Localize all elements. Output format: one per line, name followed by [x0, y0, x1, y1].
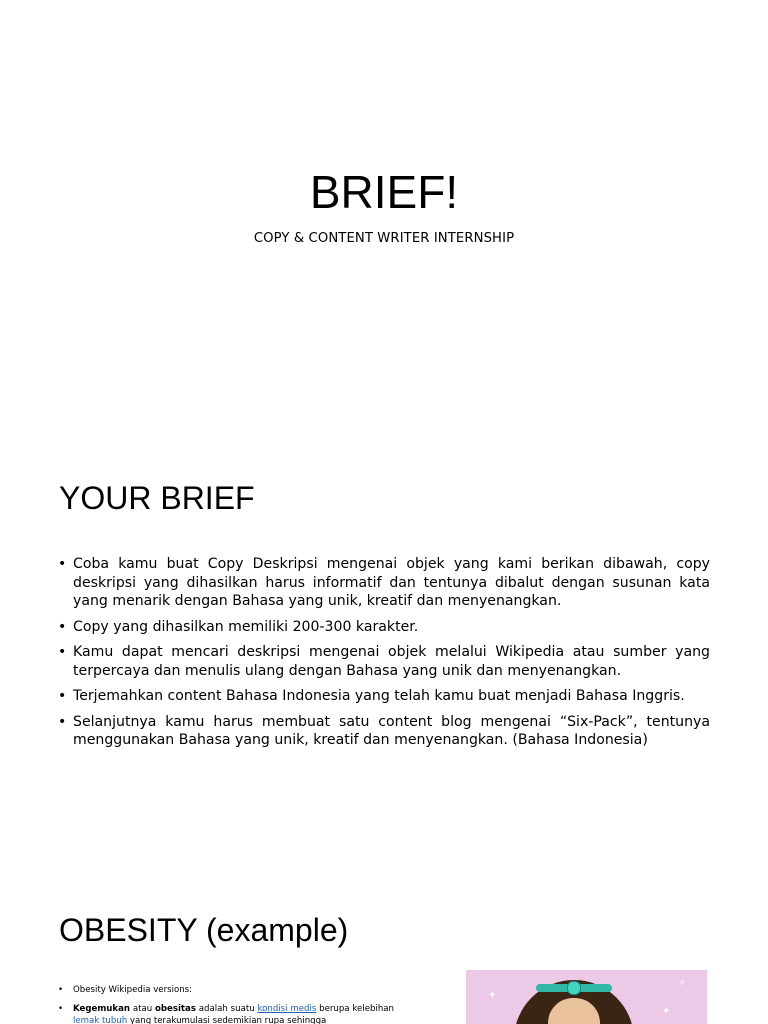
list-item: [58, 643, 710, 680]
your-brief-heading: YOUR BRIEF: [59, 480, 255, 516]
cartoon-illustration: [466, 970, 707, 1024]
list-item: [58, 687, 710, 706]
bullet-icon: •: [58, 618, 67, 635]
bullet-icon: •: [58, 713, 67, 730]
list-item: [58, 618, 710, 637]
list-item: [58, 1003, 394, 1024]
list-item: [58, 984, 394, 996]
bullet-icon: •: [58, 985, 64, 995]
list-item-text: Kamu dapat mencari deskripsi mengenai objek melalui Wikipedia atau sumber yang terpercaya dan menulis ulang dengan Bahasa yang unik dan menyenangkan.: [73, 644, 710, 679]
text-fragment: berupa kelebihan: [316, 1004, 395, 1014]
obesity-bullet-list: [58, 984, 394, 1024]
list-item-text: Obesity Wikipedia versions:: [73, 985, 193, 995]
bullet-icon: •: [58, 1004, 64, 1014]
text-fragment: adalah suatu: [195, 1004, 258, 1014]
link-kondisi-medis[interactable]: kondisi medis: [257, 1004, 317, 1014]
bullet-icon: •: [58, 688, 67, 704]
term-obesitas: obesitas: [154, 1004, 196, 1014]
obesity-heading: OBESITY (example): [59, 912, 349, 948]
slide-title: [0, 0, 768, 440]
list-item-text: Coba kamu buat Copy Deskripsi mengenai objek yang kami berikan dibawah, copy deskripsi yang dihasilkan harus informatif dan tentunya dibalut dengan susunan kata yang menarik dengan Bahasa yang unik, kreatif dan menyenangkan.: [73, 556, 710, 609]
list-item-text: Selanjutnya kamu harus membuat satu content blog mengenai “Six-Pack”, tentunya menggunakan Bahasa yang unik, kreatif dan menyenangkan. (Bahasa Indonesia): [73, 713, 710, 748]
slide-title-heading: BRIEF!: [309, 166, 459, 218]
slide-subtitle: COPY & CONTENT WRITER INTERNSHIP: [253, 231, 515, 246]
list-item: [58, 713, 710, 750]
slide-obesity-example: [0, 860, 768, 1024]
brief-bullet-list: [58, 555, 710, 757]
sparkle-icon: ✦: [488, 990, 497, 1001]
text-fragment: yang terakumulasi sedemikian rupa sehingga: [127, 1016, 327, 1024]
sparkle-icon: ✧: [678, 978, 687, 989]
bullet-icon: •: [58, 556, 67, 572]
illustration-gem: [567, 981, 581, 995]
sparkle-icon: ✦: [662, 1006, 671, 1017]
list-item-text: Terjemahkan content Bahasa Indonesia yang telah kamu buat menjadi Bahasa Inggris.: [73, 688, 685, 704]
link-lemak-tubuh[interactable]: lemak tubuh: [73, 1016, 128, 1024]
list-item: [58, 555, 710, 611]
term-kegemukan: Kegemukan: [73, 1004, 131, 1014]
bullet-icon: •: [58, 644, 67, 660]
text-fragment: atau: [130, 1004, 155, 1014]
slide-your-brief: [0, 440, 768, 860]
list-item-text: Copy yang dihasilkan memiliki 200-300 karakter.: [73, 618, 419, 635]
